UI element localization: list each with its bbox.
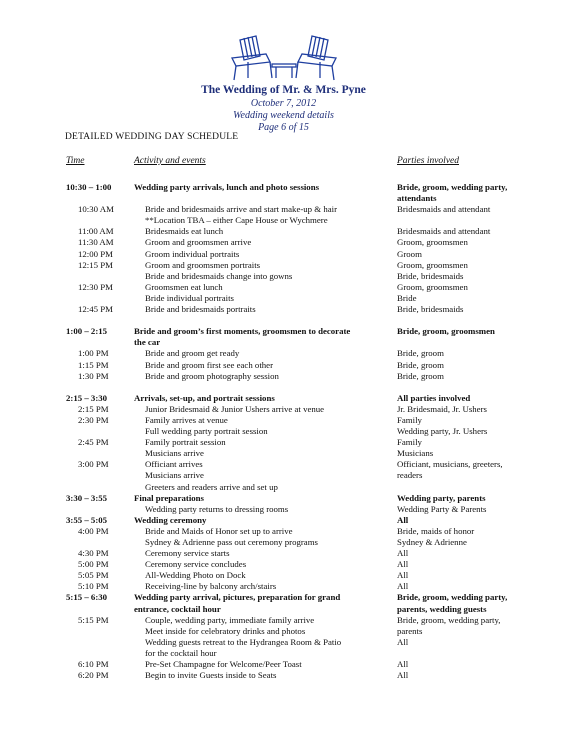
row-time: 4:00 PM — [78, 525, 109, 536]
row-parties: Bride, groom — [397, 348, 444, 359]
row-parties: Bride — [397, 292, 417, 303]
row-activity: entrance, cocktail hour — [134, 603, 221, 614]
row-activity: for the cocktail hour — [145, 647, 217, 658]
row-activity: Ceremony service starts — [145, 548, 230, 559]
row-parties: Wedding party, parents — [397, 492, 486, 503]
row-activity: Full wedding party portrait session — [145, 426, 268, 437]
row-activity: Ceremony service concludes — [145, 559, 247, 570]
schedule-row — [0, 493, 567, 504]
row-time: 5:00 PM — [78, 559, 109, 570]
schedule-row — [0, 304, 567, 315]
row-parties: parents, wedding guests — [397, 603, 487, 614]
row-activity: Junior Bridesmaid & Junior Ushers arrive at venue — [145, 403, 325, 414]
row-parties: Bride, bridesmaids — [397, 304, 464, 315]
row-time: 2:15 PM — [78, 403, 109, 414]
section-title: DETAILED WEDDING DAY SCHEDULE — [65, 132, 239, 142]
schedule-row — [0, 426, 567, 437]
row-activity: Groom and groomsmen portraits — [145, 259, 261, 270]
row-activity: **Location TBA – either Cape House or Wychmere — [145, 215, 328, 226]
row-time: 12:30 PM — [78, 281, 113, 292]
row-activity: Groom individual portraits — [145, 248, 240, 259]
schedule-row — [0, 437, 567, 448]
row-time: 5:05 PM — [78, 570, 109, 581]
row-parties: Groom, groomsmen — [397, 237, 468, 248]
row-time: 3:55 – 5:05 — [66, 514, 108, 525]
row-parties: Wedding Party & Parents — [397, 503, 487, 514]
row-parties: Bridesmaids and attendant — [397, 204, 491, 215]
row-time: 11:00 AM — [78, 226, 114, 237]
row-parties: Groom — [397, 248, 422, 259]
row-time: 5:10 PM — [78, 581, 109, 592]
schedule-row — [0, 193, 567, 204]
row-activity: Arrivals, set-up, and portrait sessions — [134, 392, 275, 403]
row-parties: Jr. Bridesmaid, Jr. Ushers — [397, 403, 487, 414]
row-activity: Receiving-line by balcony arch/stairs — [145, 581, 277, 592]
row-time: 11:30 AM — [78, 237, 114, 248]
schedule-row — [0, 337, 567, 348]
schedule-row — [0, 581, 567, 592]
row-parties: All — [397, 570, 409, 581]
row-activity: Officiant arrives — [145, 459, 203, 470]
row-activity: Bride and groom photography session — [145, 370, 279, 381]
row-activity: Bride and groom first see each other — [145, 359, 273, 370]
row-parties: Groom, groomsmen — [397, 281, 468, 292]
schedule-row — [0, 470, 567, 481]
schedule-row — [0, 226, 567, 237]
row-parties: All — [397, 514, 409, 525]
schedule-row — [0, 637, 567, 648]
row-time: 1:30 PM — [78, 370, 109, 381]
schedule-row — [0, 448, 567, 459]
schedule-row — [0, 570, 567, 581]
row-activity: Groom and groomsmen arrive — [145, 237, 252, 248]
schedule-row — [0, 371, 567, 382]
row-activity: Bride and bridesmaids change into gowns — [145, 270, 293, 281]
schedule-row — [0, 592, 567, 603]
row-time: 2:45 PM — [78, 437, 109, 448]
schedule-row — [0, 249, 567, 260]
row-parties: All — [397, 636, 409, 647]
row-parties: Family — [397, 437, 422, 448]
row-activity: Wedding guests retreat to the Hydrangea Room & Patio — [145, 636, 342, 647]
schedule-row — [0, 548, 567, 559]
row-activity: Pre-Set Champagne for Welcome/Peer Toast — [145, 659, 302, 670]
row-activity: Bride and groom get ready — [145, 348, 240, 359]
row-activity: Wedding party returns to dressing rooms — [145, 503, 289, 514]
row-parties: Bride, groom — [397, 370, 444, 381]
row-activity: Wedding party arrival, pictures, preparation for grand — [134, 592, 341, 603]
schedule-spacer — [0, 382, 567, 393]
row-activity: Couple, wedding party, immediate family arrive — [145, 614, 315, 625]
row-parties: Groom, groomsmen — [397, 259, 468, 270]
row-activity: Begin to invite Guests inside to Seats — [145, 670, 277, 681]
row-parties: All — [397, 559, 409, 570]
row-activity: Family portrait session — [145, 437, 226, 448]
schedule-spacer — [0, 315, 567, 326]
schedule-row — [0, 515, 567, 526]
schedule-row — [0, 670, 567, 681]
adirondack-chairs-logo — [226, 34, 342, 84]
schedule-row — [0, 504, 567, 515]
row-time: 12:00 PM — [78, 248, 113, 259]
column-header-time: Time — [66, 156, 85, 166]
row-activity: Meet inside for celebratory drinks and photos — [145, 625, 306, 636]
schedule-row — [0, 182, 567, 193]
schedule-row — [0, 215, 567, 226]
schedule-row — [0, 526, 567, 537]
row-parties: Bride, groom, wedding party, — [397, 592, 508, 603]
row-time: 1:15 PM — [78, 359, 109, 370]
schedule-table — [0, 182, 567, 681]
row-activity: Bride and Maids of Honor set up to arrive — [145, 525, 293, 536]
schedule-row — [0, 393, 567, 404]
row-time: 1:00 – 2:15 — [66, 326, 108, 337]
schedule-row — [0, 360, 567, 371]
column-header-parties: Parties involved — [397, 156, 459, 166]
schedule-row — [0, 559, 567, 570]
row-activity: Bride individual portraits — [145, 292, 234, 303]
row-time: 2:30 PM — [78, 414, 109, 425]
column-header-activity: Activity and events — [134, 156, 206, 166]
row-parties: Bride, groom, wedding party, — [397, 182, 508, 192]
row-parties: All parties involved — [397, 392, 471, 403]
row-time: 12:15 PM — [78, 259, 113, 270]
row-parties: Musicians — [397, 448, 434, 459]
row-parties: All — [397, 548, 409, 559]
row-parties: Bride, groom, wedding party, — [397, 614, 501, 625]
row-activity: Musicians arrive — [145, 470, 204, 481]
page-number: Page 6 of 15 — [258, 122, 309, 133]
row-parties: Bridesmaids and attendant — [397, 226, 491, 237]
row-parties: Bride, groom — [397, 359, 444, 370]
row-activity: Groomsmen eat lunch — [145, 281, 223, 292]
row-parties: Officiant, musicians, greeters, — [397, 459, 503, 470]
schedule-row — [0, 537, 567, 548]
row-activity: Bride and bridesmaids arrive and start make-up & hair — [145, 204, 338, 215]
row-parties: Family — [397, 414, 422, 425]
row-activity: All-Wedding Photo on Dock — [145, 570, 246, 581]
row-time: 3:00 PM — [78, 459, 109, 470]
row-time: 6:10 PM — [78, 659, 109, 670]
row-parties: Sydney & Adrienne — [397, 537, 467, 547]
row-activity: Wedding ceremony — [134, 514, 207, 525]
row-activity: Wedding party arrivals, lunch and photo sessions — [134, 182, 320, 192]
schedule-row — [0, 615, 567, 626]
schedule-row — [0, 271, 567, 282]
schedule-row — [0, 415, 567, 426]
schedule-row — [0, 459, 567, 470]
row-time: 1:00 PM — [78, 348, 109, 359]
row-parties: All — [397, 581, 409, 592]
row-activity: Final preparations — [134, 492, 204, 503]
row-parties: attendants — [397, 193, 437, 204]
schedule-row — [0, 659, 567, 670]
row-time: 3:30 – 3:55 — [66, 492, 108, 503]
schedule-row — [0, 237, 567, 248]
schedule-row — [0, 604, 567, 615]
schedule-row — [0, 648, 567, 659]
row-activity: Sydney & Adrienne pass out ceremony programs — [145, 537, 318, 547]
row-parties: readers — [397, 470, 423, 481]
row-parties: Bride, bridesmaids — [397, 270, 464, 281]
schedule-row — [0, 626, 567, 637]
schedule-row — [0, 482, 567, 493]
row-parties: Bride, groom, groomsmen — [397, 326, 495, 337]
row-activity: Musicians arrive — [145, 448, 204, 459]
wedding-date: October 7, 2012 — [250, 98, 317, 109]
row-parties: Bride, maids of honor — [397, 525, 475, 536]
document-title: The Wedding of Mr. & Mrs. Pyne — [201, 84, 366, 96]
row-activity: Bride and groom’s first moments, groomsmen to decorate — [134, 326, 351, 337]
row-parties: parents — [397, 625, 423, 636]
row-activity: Family arrives at venue — [145, 414, 228, 425]
row-activity: Bride and bridesmaids portraits — [145, 304, 256, 315]
row-activity: Greeters and readers arrive and set up — [145, 481, 278, 492]
row-time: 6:20 PM — [78, 670, 109, 681]
schedule-row — [0, 348, 567, 359]
row-time: 10:30 AM — [78, 204, 114, 215]
row-time: 5:15 PM — [78, 614, 109, 625]
row-parties: Wedding party, Jr. Ushers — [397, 426, 488, 437]
schedule-row — [0, 260, 567, 271]
row-time: 5:15 – 6:30 — [66, 592, 108, 603]
schedule-row — [0, 326, 567, 337]
schedule-row — [0, 404, 567, 415]
row-parties: All — [397, 659, 409, 670]
row-time: 12:45 PM — [78, 304, 113, 315]
schedule-row — [0, 293, 567, 304]
row-activity: Bridesmaids eat lunch — [145, 226, 224, 237]
row-parties: All — [397, 670, 409, 681]
schedule-row — [0, 282, 567, 293]
row-time: 4:30 PM — [78, 548, 109, 559]
document-subtitle: Wedding weekend details — [233, 110, 334, 121]
schedule-row — [0, 204, 567, 215]
row-activity: the car — [134, 337, 161, 348]
row-time: 2:15 – 3:30 — [66, 392, 108, 403]
row-time: 10:30 – 1:00 — [66, 182, 112, 192]
